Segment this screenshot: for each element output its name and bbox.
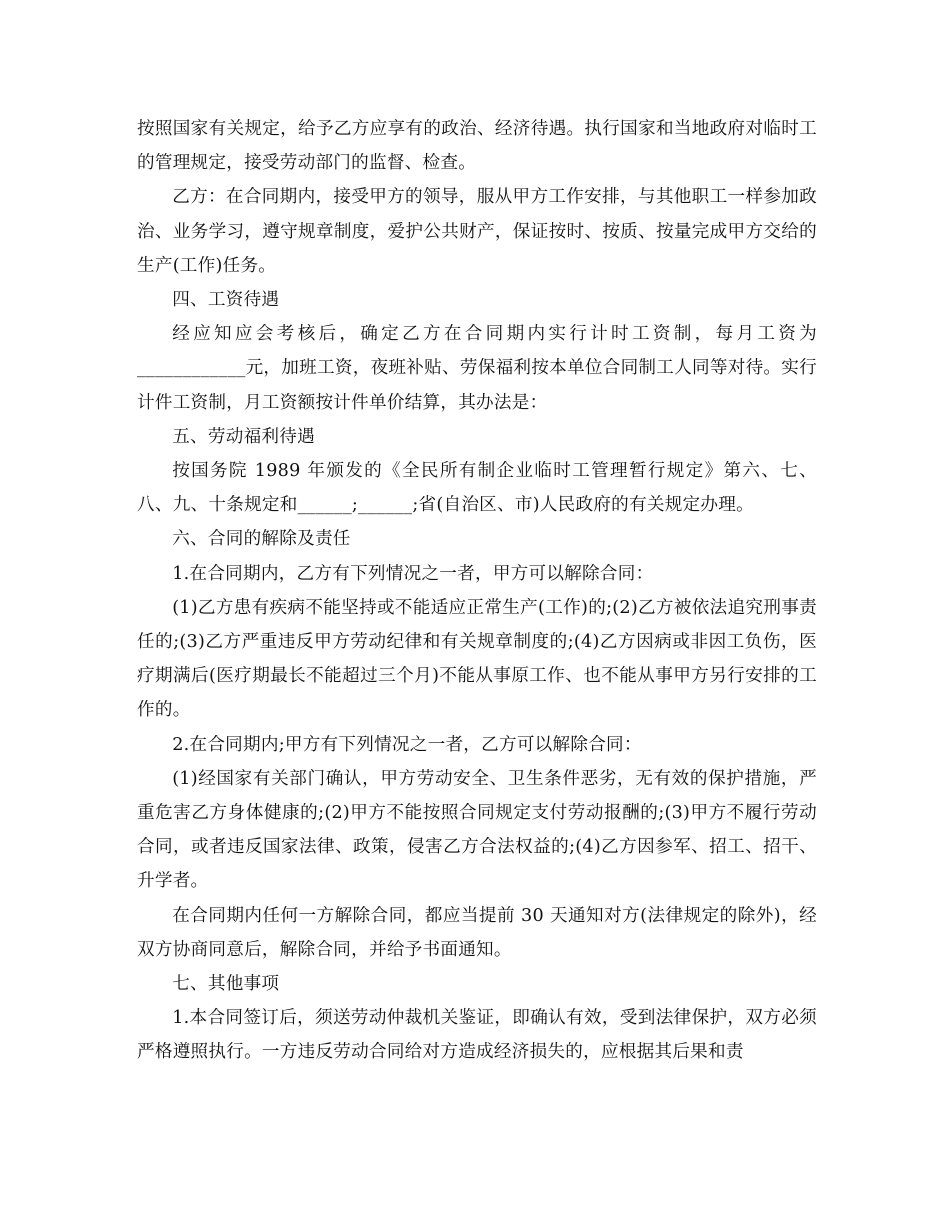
- paragraph-termination-by-a: 1.在合同期内，乙方有下列情况之一者，甲方可以解除合同：: [172, 563, 654, 584]
- document-body: [137, 112, 817, 1070]
- paragraph-notice-period: 在合同期内任何一方解除合同，都应当提前 30 天通知对方(法律规定的除外)，经双方协商同意后，解除合同，并给予书面通知。: [137, 905, 817, 960]
- paragraph-political-treatment: 按照国家有关规定，给予乙方应享有的政治、经济待遇。执行国家和当地政府对临时工的管理规定，接受劳动部门的监督、检查。: [137, 119, 817, 174]
- heading-wages: 四、工资待遇: [172, 290, 280, 311]
- paragraph-verification: 1.本合同签订后，须送劳动仲裁机关鉴证，即确认有效，受到法律保护，双方必须严格遵照执行。一方违反劳动合同给对方造成经济损失的，应根据其后果和责: [137, 1008, 817, 1063]
- paragraph-termination-by-b-cases: (1)经国家有关部门确认，甲方劳动安全、卫生条件恶劣，无有效的保护措施，严重危害乙方身体健康的;(2)甲方不能按照合同规定支付劳动报酬的;(3)甲方不履行劳动合同，或者违反国家法律、政策，侵害乙方合法权益的;(4)乙方因参军、招工、招干、升学者。: [137, 768, 817, 892]
- paragraph-termination-by-b: 2.在合同期内;甲方有下列情况之一者，乙方可以解除合同：: [172, 734, 642, 755]
- heading-termination: 六、合同的解除及责任: [172, 529, 351, 550]
- paragraph-welfare: 按国务院 1989 年颁发的《全民所有制企业临时工管理暂行规定》第六、七、八、九、十条规定和______;______;省(自治区、市)人民政府的有关规定办理。: [137, 461, 817, 516]
- heading-other-matters: 七、其他事项: [172, 974, 280, 995]
- paragraph-termination-by-a-cases: (1)乙方患有疾病不能坚持或不能适应正常生产(工作)的;(2)乙方被依法追究刑事责任的;(3)乙方严重违反甲方劳动纪律和有关规章制度的;(4)乙方因病或非因工负伤，医疗期满后(医疗期最长不能超过三个月)不能从事原工作、也不能从事甲方另行安排的工作的。: [137, 597, 817, 721]
- paragraph-party-b-duties: 乙方：在合同期内，接受甲方的领导，服从甲方工作安排，与其他职工一样参加政治、业务学习，遵守规章制度，爱护公共财产，保证按时、按质、按量完成甲方交给的生产(工作)任务。: [137, 187, 817, 276]
- paragraph-wages: 经应知应会考核后，确定乙方在合同期内实行计时工资制，每月工资为____________元，加班工资，夜班补贴、劳保福利按本单位合同制工人同等对待。实行计件工资制，月工资额按计件单价结算，其办法是：: [137, 324, 817, 413]
- heading-welfare: 五、劳动福利待遇: [172, 426, 315, 447]
